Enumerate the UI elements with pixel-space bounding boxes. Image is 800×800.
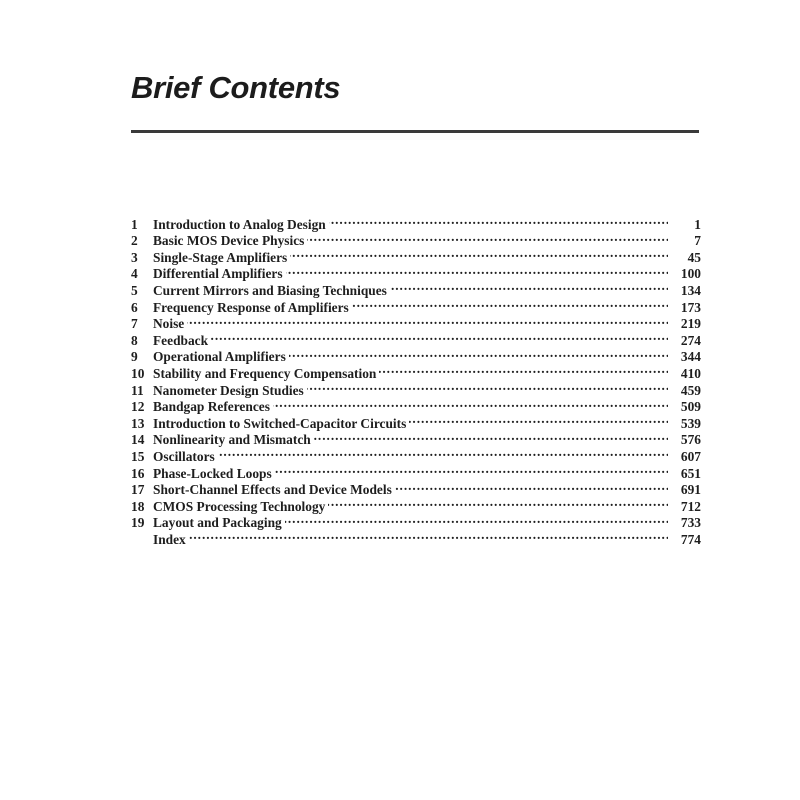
dot-leader bbox=[189, 527, 668, 544]
dot-leader bbox=[307, 229, 668, 246]
dot-leader bbox=[352, 295, 668, 312]
toc-entry[interactable] bbox=[131, 461, 701, 481]
chapter-title: Operational Amplifiers bbox=[153, 349, 286, 365]
chapter-number: 14 bbox=[131, 432, 145, 448]
toc-entry[interactable] bbox=[131, 345, 701, 365]
chapter-title: Layout and Packaging bbox=[153, 515, 282, 531]
page-number: 712 bbox=[680, 498, 701, 514]
dot-leader bbox=[211, 328, 668, 345]
chapter-title: Bandgap References bbox=[153, 399, 270, 415]
page-number: 410 bbox=[680, 365, 701, 381]
page-number: 691 bbox=[680, 482, 701, 498]
chapter-title: Index bbox=[153, 531, 186, 547]
chapter-title: Nanometer Design Studies bbox=[153, 382, 304, 398]
chapter-number: 15 bbox=[131, 448, 145, 464]
chapter-title: Introduction to Analog Design bbox=[153, 216, 326, 232]
chapter-title: Short-Channel Effects and Device Models bbox=[153, 482, 392, 498]
dot-leader bbox=[390, 278, 668, 295]
dot-leader bbox=[187, 312, 668, 329]
chapter-title: Noise bbox=[153, 316, 185, 332]
chapter-number: 13 bbox=[131, 415, 145, 431]
dot-leader bbox=[286, 262, 668, 279]
dot-leader bbox=[218, 444, 668, 461]
page-number: 173 bbox=[680, 299, 701, 315]
page-number: 7 bbox=[694, 233, 701, 249]
chapter-title: Nonlinearity and Mismatch bbox=[153, 432, 311, 448]
chapter-number: 3 bbox=[131, 249, 138, 265]
toc-entry[interactable] bbox=[131, 212, 701, 232]
page-number: 774 bbox=[680, 531, 701, 547]
dot-leader bbox=[285, 511, 668, 528]
chapter-number: 1 bbox=[131, 216, 138, 232]
chapter-title: Phase-Locked Loops bbox=[153, 465, 272, 481]
page-number: 607 bbox=[680, 448, 701, 464]
toc-entry[interactable] bbox=[131, 328, 701, 348]
chapter-number: 4 bbox=[131, 266, 138, 282]
chapter-title: Introduction to Switched-Capacitor Circuits bbox=[153, 415, 407, 431]
dot-leader bbox=[329, 212, 668, 229]
page-number: 134 bbox=[680, 282, 701, 298]
page-number: 219 bbox=[680, 316, 701, 332]
title-divider bbox=[131, 130, 699, 133]
chapter-number: 19 bbox=[131, 515, 145, 531]
dot-leader bbox=[314, 428, 668, 445]
dot-leader bbox=[379, 361, 668, 378]
chapter-title: Differential Amplifiers bbox=[153, 266, 283, 282]
dot-leader bbox=[273, 395, 668, 412]
chapter-number: 16 bbox=[131, 465, 145, 481]
chapter-number: 10 bbox=[131, 365, 145, 381]
table-of-contents bbox=[131, 212, 701, 547]
chapter-title: CMOS Processing Technology bbox=[153, 498, 326, 514]
chapter-number: 12 bbox=[131, 399, 145, 415]
page-number: 733 bbox=[680, 515, 701, 531]
chapter-title: Current Mirrors and Biasing Techniques bbox=[153, 282, 387, 298]
chapter-title: Basic MOS Device Physics bbox=[153, 233, 305, 249]
chapter-number: 18 bbox=[131, 498, 145, 514]
chapter-title: Oscillators bbox=[153, 448, 215, 464]
dot-leader bbox=[290, 245, 668, 262]
page-number: 100 bbox=[680, 266, 701, 282]
page-number: 509 bbox=[680, 399, 701, 415]
toc-entry[interactable] bbox=[131, 312, 701, 332]
chapter-title: Stability and Frequency Compensation bbox=[153, 365, 377, 381]
chapter-title: Frequency Response of Amplifiers bbox=[153, 299, 349, 315]
chapter-number: 7 bbox=[131, 316, 138, 332]
dot-leader bbox=[328, 494, 668, 511]
page-number: 651 bbox=[680, 465, 701, 481]
dot-leader bbox=[289, 345, 668, 362]
toc-entry-index[interactable] bbox=[131, 527, 701, 547]
chapter-number: 6 bbox=[131, 299, 138, 315]
page-number: 1 bbox=[694, 216, 701, 232]
dot-leader bbox=[395, 478, 668, 495]
dot-leader bbox=[275, 461, 668, 478]
chapter-number: 11 bbox=[131, 382, 144, 398]
page-number: 344 bbox=[680, 349, 701, 365]
page-number: 45 bbox=[687, 249, 701, 265]
dot-leader bbox=[409, 411, 668, 428]
chapter-number: 5 bbox=[131, 282, 138, 298]
page-number: 539 bbox=[680, 415, 701, 431]
chapter-number: 8 bbox=[131, 332, 138, 348]
page-number: 274 bbox=[680, 332, 701, 348]
dot-leader bbox=[307, 378, 668, 395]
page-number: 459 bbox=[680, 382, 701, 398]
chapter-title: Feedback bbox=[153, 332, 209, 348]
chapter-number: 2 bbox=[131, 233, 138, 249]
chapter-title: Single-Stage Amplifiers bbox=[153, 249, 288, 265]
page-number: 576 bbox=[680, 432, 701, 448]
chapter-number: 17 bbox=[131, 482, 145, 498]
page-title: Brief Contents bbox=[131, 70, 341, 105]
chapter-number: 9 bbox=[131, 349, 138, 365]
